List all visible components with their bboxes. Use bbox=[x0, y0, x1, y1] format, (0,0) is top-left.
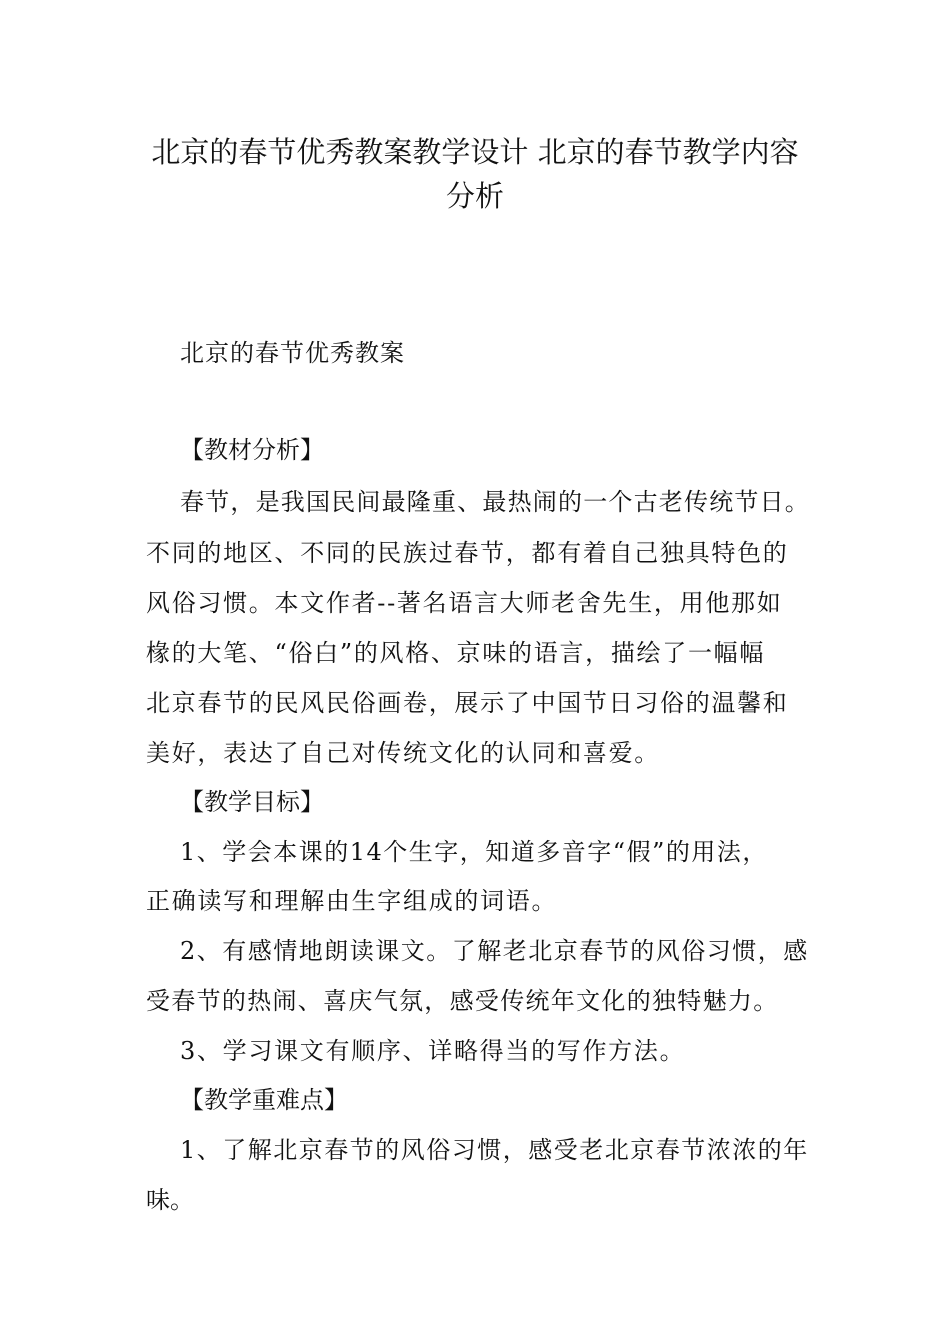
section-heading-textbook-analysis: 【教材分析】 bbox=[180, 436, 324, 464]
key-point-line: 味。 bbox=[146, 1186, 194, 1214]
document-title bbox=[100, 130, 850, 218]
lesson-plan-heading: 北京的春节优秀教案 bbox=[180, 339, 405, 367]
objective-line: 2、有感情地朗读课文。了解老北京春节的风俗习惯，感 bbox=[180, 937, 809, 965]
paragraph-line: 风俗习惯。本文作者--著名语言大师老舍先生，用他那如 bbox=[146, 589, 783, 617]
paragraph-line: 椽的大笔、“俗白”的风格、京味的语言，描绘了一幅幅 bbox=[146, 639, 766, 667]
objective-line: 受春节的热闹、喜庆气氛，感受传统年文化的独特魅力。 bbox=[146, 987, 779, 1015]
objective-line: 3、学习课文有顺序、详略得当的写作方法。 bbox=[180, 1037, 686, 1065]
paragraph-line: 春节，是我国民间最隆重、最热闹的一个古老传统节日。 bbox=[180, 488, 810, 516]
objective-line: 1、学会本课的14个生字，知道多音字“假”的用法， bbox=[180, 838, 768, 866]
section-heading-key-difficulties: 【教学重难点】 bbox=[180, 1086, 348, 1114]
objective-line: 正确读写和理解由生字组成的词语。 bbox=[146, 887, 558, 915]
document-title-line-2: 分析 bbox=[445, 179, 504, 213]
paragraph-line: 北京春节的民风民俗画卷，展示了中国节日习俗的温馨和 bbox=[146, 689, 789, 717]
document-title-line-1: 北京的春节优秀教案教学设计 北京的春节教学内容 bbox=[151, 135, 799, 169]
key-point-line: 1、了解北京春节的风俗习惯，感受老北京春节浓浓的年 bbox=[180, 1136, 809, 1164]
paragraph-line: 不同的地区、不同的民族过春节，都有着自己独具特色的 bbox=[146, 539, 789, 567]
section-heading-teaching-objectives: 【教学目标】 bbox=[180, 788, 324, 816]
paragraph-line: 美好，表达了自己对传统文化的认同和喜爱。 bbox=[146, 739, 660, 767]
